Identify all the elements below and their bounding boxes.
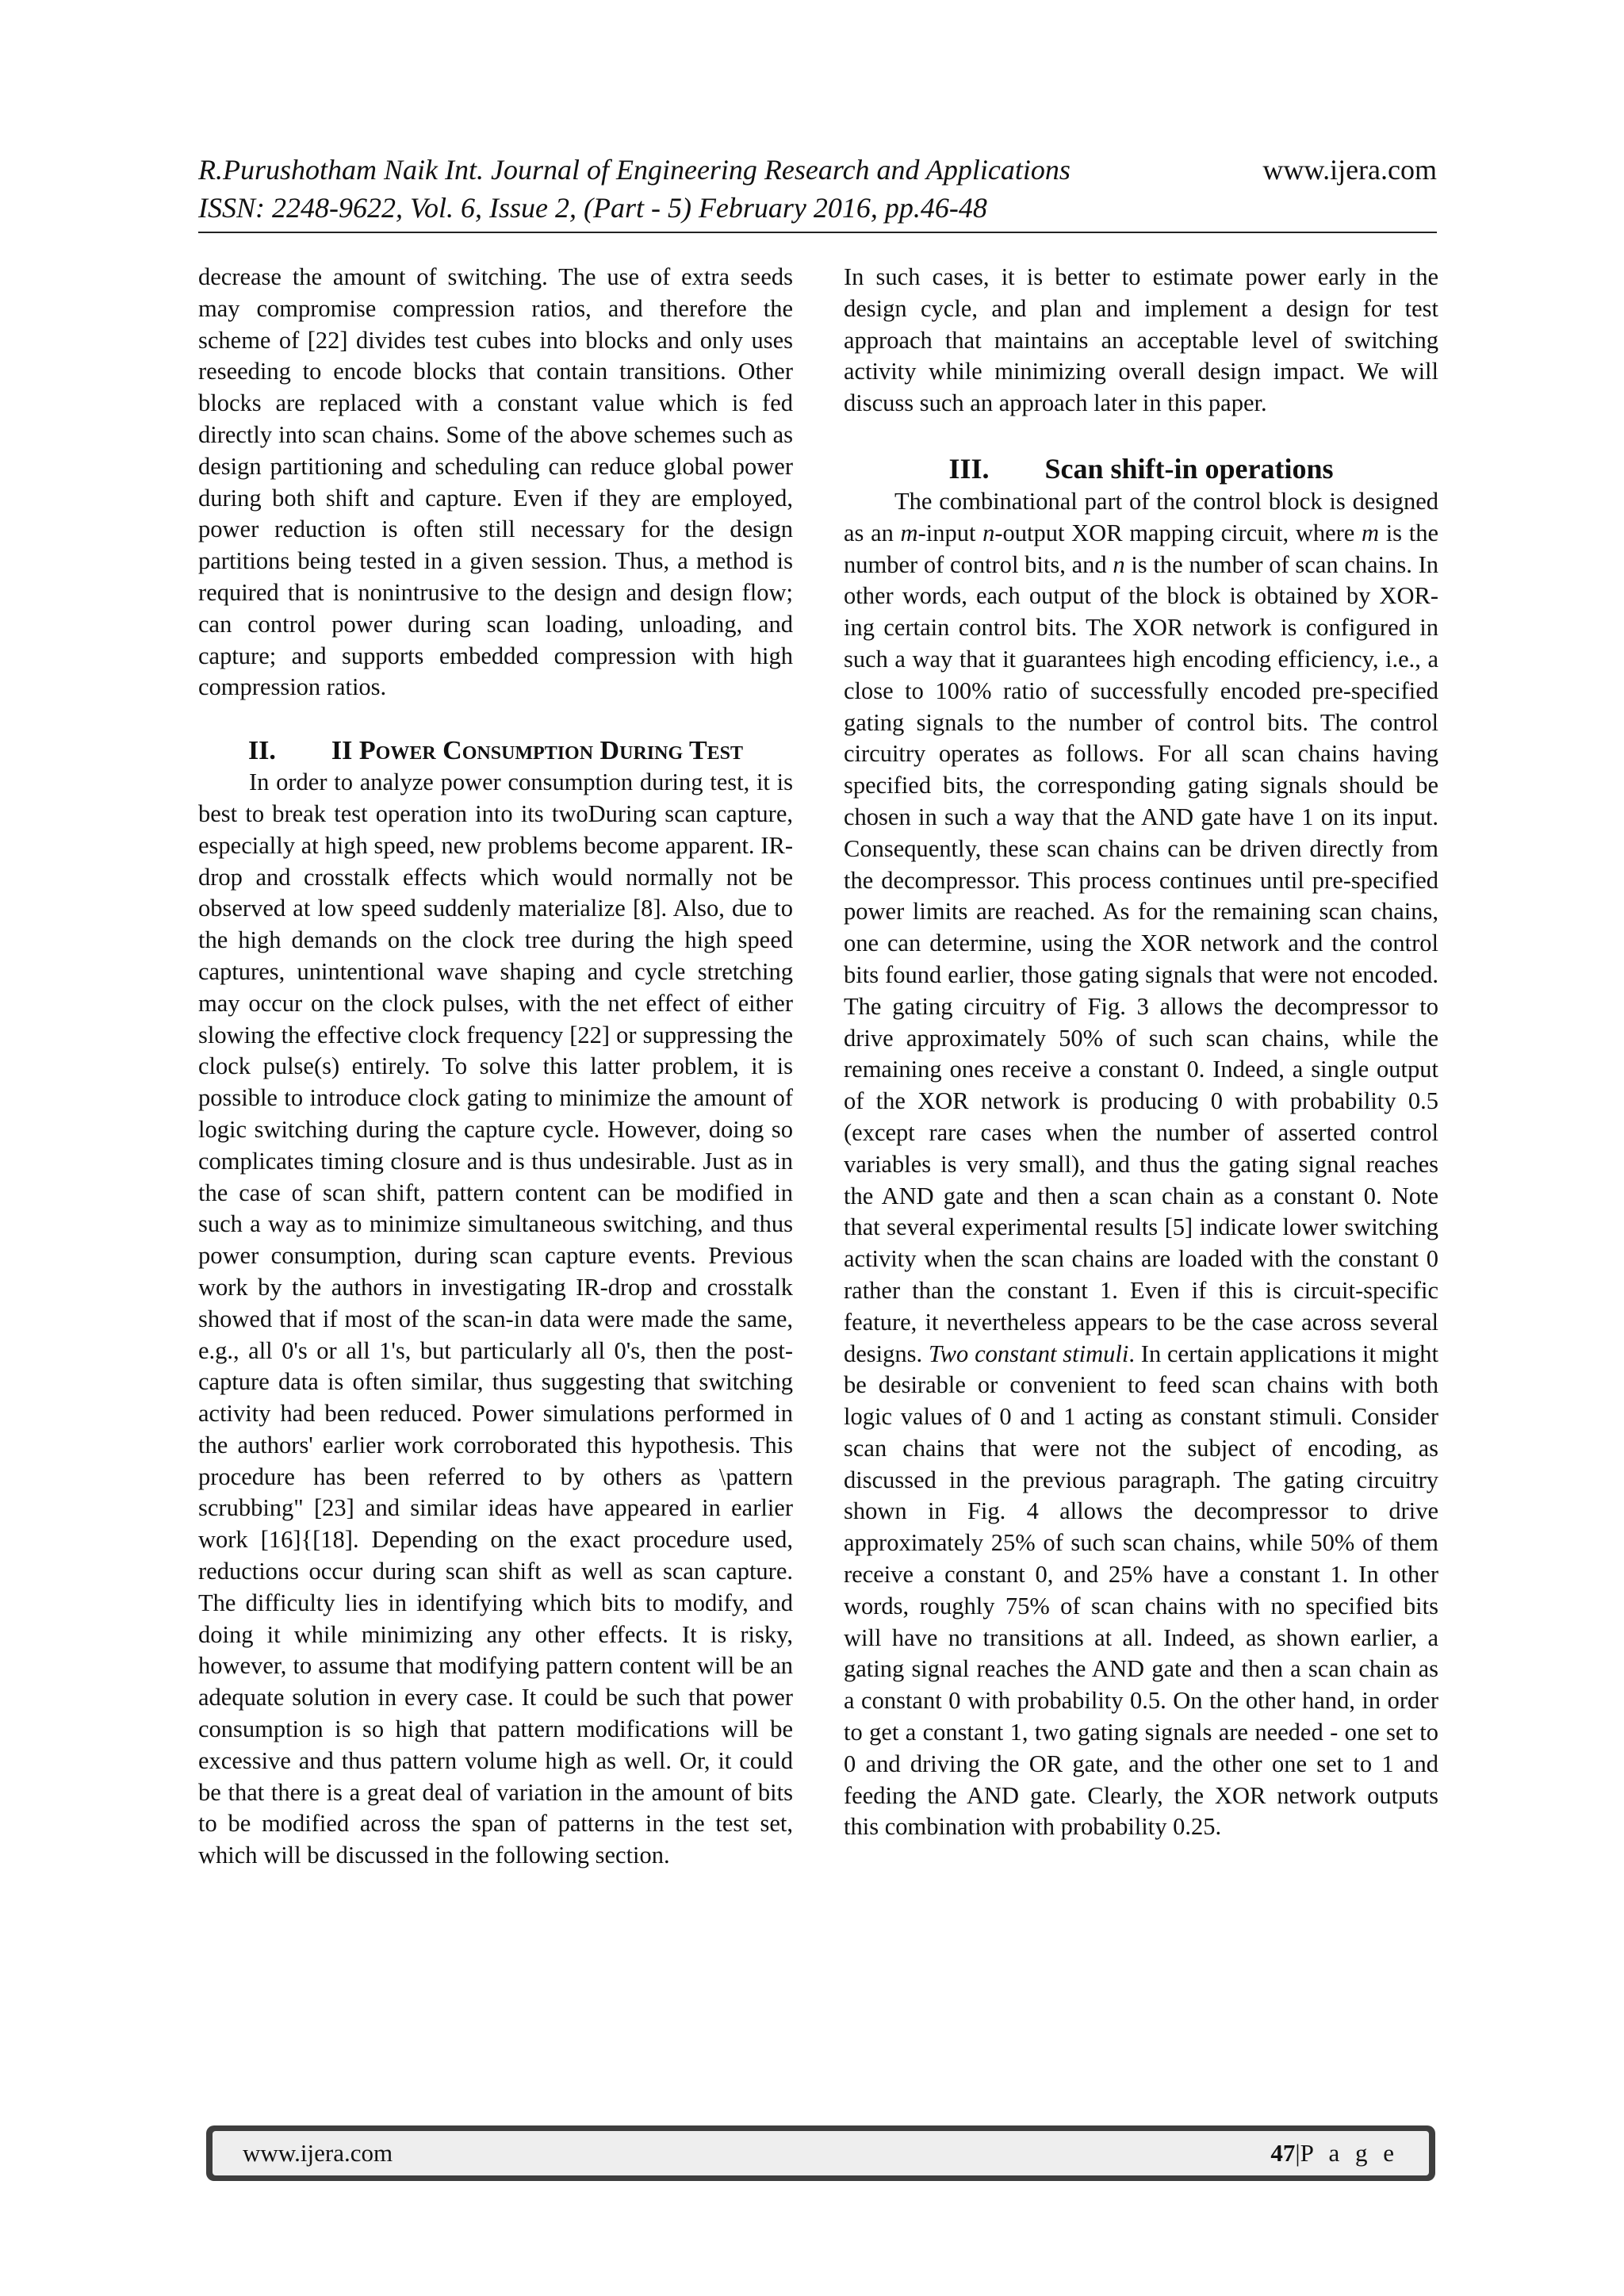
- section-2-heading: [198, 735, 793, 767]
- page-footer: [206, 2125, 1435, 2181]
- left-paragraph-1: decrease the amount of switching. The use of extra seeds may compromise compression ratios, and therefore the scheme of [22] divides test cubes into blocks and only uses reseeding to encode blocks that contain transitions. Other blocks are replaced with a constant value which is fed directly into scan chains. Some of the above schemes such as design partitioning and scheduling can reduce global power during both shift and capture. Even if they are employed, power reduction is often still necessary for the design partitions being tested in a given session. Thus, a method is required that is nonintrusive to the design and design flow; can control power during scan loading, unloading, and capture; and supports embedded compression with high compression ratios.: [198, 263, 793, 701]
- italic-term: Two constant stimuli: [928, 1340, 1129, 1367]
- text-run: . In certain applications it might be desirable or convenient to feed scan chains with both logic values of 0 and 1 acting as constant stimuli. Consider scan chains that were not the subject of encoding, as discussed in the previous paragraph. The gating circuitry shown in Fig. 4 allows the decompressor to drive approximately 25% of such scan chains, while 50% of them receive a constant 0, and 25% have a constant 1. In other words, roughly 75% of scan chains with no specified bits will have no transitions at all. Indeed, as shown earlier, a gating signal reaches the AND gate and then a scan chain as a constant 0 with probability 0.5. On the other hand, in order to get a constant 1, two gating signals are needed - one set to 0 and driving the OR gate, and the other one set to 1 and feeding the AND gate. Clearly, the XOR network outputs this combination with probability 0.25.: [844, 1340, 1438, 1841]
- section-3-title: Scan shift-in operations: [1044, 452, 1334, 485]
- page-label: P a g e: [1300, 2139, 1399, 2167]
- right-paragraph-1: In such cases, it is better to estimate power early in the design cycle, and plan and implement a design for test approach that maintains an acceptable level of switching activity while minimizing overall design impact. We will discuss such an approach later in this paper.: [844, 263, 1438, 417]
- text-run: is the number of control bits, and: [844, 519, 1438, 578]
- math-n: n: [1113, 550, 1125, 578]
- left-paragraph-2: In order to analyze power consumption during test, it is best to break test operation into its twoDuring scan capture, especially at high speed, new problems become apparent. IR-drop and crosstalk effects which would normally not be observed at low speed suddenly materialize [8]. Also, due to the high demands on the clock tree during the high speed captures, unintentional wave shaping and cycle stretching may occur on the clock pulses, with the net effect of either slowing the effective clock frequency [22] or suppressing the clock pulse(s) entirely. To solve this latter problem, it is possible to introduce clock gating to minimize the amount of logic switching during the capture cycle. However, doing so complicates timing closure and is thus undesirable. Just as in the case of scan shift, pattern content can be modified in such a way as to minimize simultaneous switching, and thus power consumption, during scan capture events. Previous work by the authors in investigating IR-drop and crosstalk showed that if most of the scan-in data were made the same, e.g., all 0's or all 1's, but particularly all 0's, then the post-capture data is often similar, thus suggesting that switching activity had been reduced. Power simulations performed in the authors' earlier work corroborated this hypothesis. This procedure has been referred to by others as \pattern scrubbing" [23] and similar ideas have appeared in earlier work [16]{[18]. Depending on the exact procedure used, reductions occur during scan shift as well as scan capture. The difficulty lies in identifying which bits to modify, and doing it while minimizing any other effects. It is risky, however, to assume that modifying pattern content will be an adequate solution in every case. It could be such that power consumption is so high that pattern modifications will be excessive and thus pattern volume high as well. Or, it could be that there is a great deal of variation in the amount of bits to be modified across the span of patterns in the test set, which will be discussed in the following section.: [198, 769, 793, 1869]
- section-3-number: III.: [948, 452, 990, 485]
- math-m: m: [1362, 519, 1380, 546]
- left-column: [198, 262, 793, 1872]
- text-run: is the number of scan chains. In other words, each output of the block is obtained by XOR-ing certain control bits. The XOR network is configured in such a way that it guarantees high encoding efficiency, i.e., a close to 100% ratio of successfully encoded pre-specified gating signals to the number of control bits. The control circuitry operates as follows. For all scan chains having specified bits, the corresponding gating signals should be chosen in such a way that the AND gate have 1 on its input. Consequently, these scan chains can be driven directly from the decompressor. This process continues until pre-specified power limits are reached. As for the remaining scan chains, one can determine, using the XOR network and the control bits found earlier, those gating signals that were not encoded. The gating circuitry of Fig. 3 allows the decompressor to drive approximately 50% of such scan chains, while the remaining ones receive a constant 0. Indeed, a single output of the XOR network is producing 0 with probability 0.5 (except rare cases when the number of asserted control variables is very small), and thus the gating signal reaches the AND gate and then a scan chain as a constant 0. Note that several experimental results [5] indicate lower switching activity when the scan chains are loaded with the constant 0 rather than the constant 1. Even if this is circuit-specific feature, it nevertheless appears to be the case across several designs.: [844, 550, 1439, 1367]
- math-n: n: [982, 519, 995, 546]
- page-number-value: 47: [1270, 2139, 1296, 2167]
- header-divider: [198, 232, 1437, 233]
- text-run: The combinational part of the control block is designed as an: [844, 487, 1438, 546]
- math-m: m: [900, 519, 918, 546]
- journal-citation: R.Purushotham Naik Int. Journal of Engineering Research and Applications: [198, 154, 1071, 186]
- issn-line: ISSN: 2248-9622, Vol. 6, Issue 2, (Part - 5) February 2016, pp.46-48: [198, 192, 987, 224]
- text-run: -output XOR mapping circuit, where: [994, 519, 1362, 546]
- right-paragraph-2: [844, 486, 1438, 1843]
- footer-url[interactable]: www.ijera.com: [243, 2139, 393, 2167]
- text-run: -input: [917, 519, 983, 546]
- page-separator: |: [1295, 2139, 1300, 2167]
- running-header: [198, 151, 1437, 227]
- footer-bar: [213, 2131, 1429, 2175]
- page-number: [1270, 2139, 1399, 2168]
- section-3-heading: [844, 451, 1438, 486]
- section-2-number: II.: [247, 736, 276, 766]
- right-column: [844, 262, 1438, 1843]
- header-url[interactable]: www.ijera.com: [1262, 154, 1437, 186]
- section-2-title: II Power Consumption During Test: [331, 736, 744, 766]
